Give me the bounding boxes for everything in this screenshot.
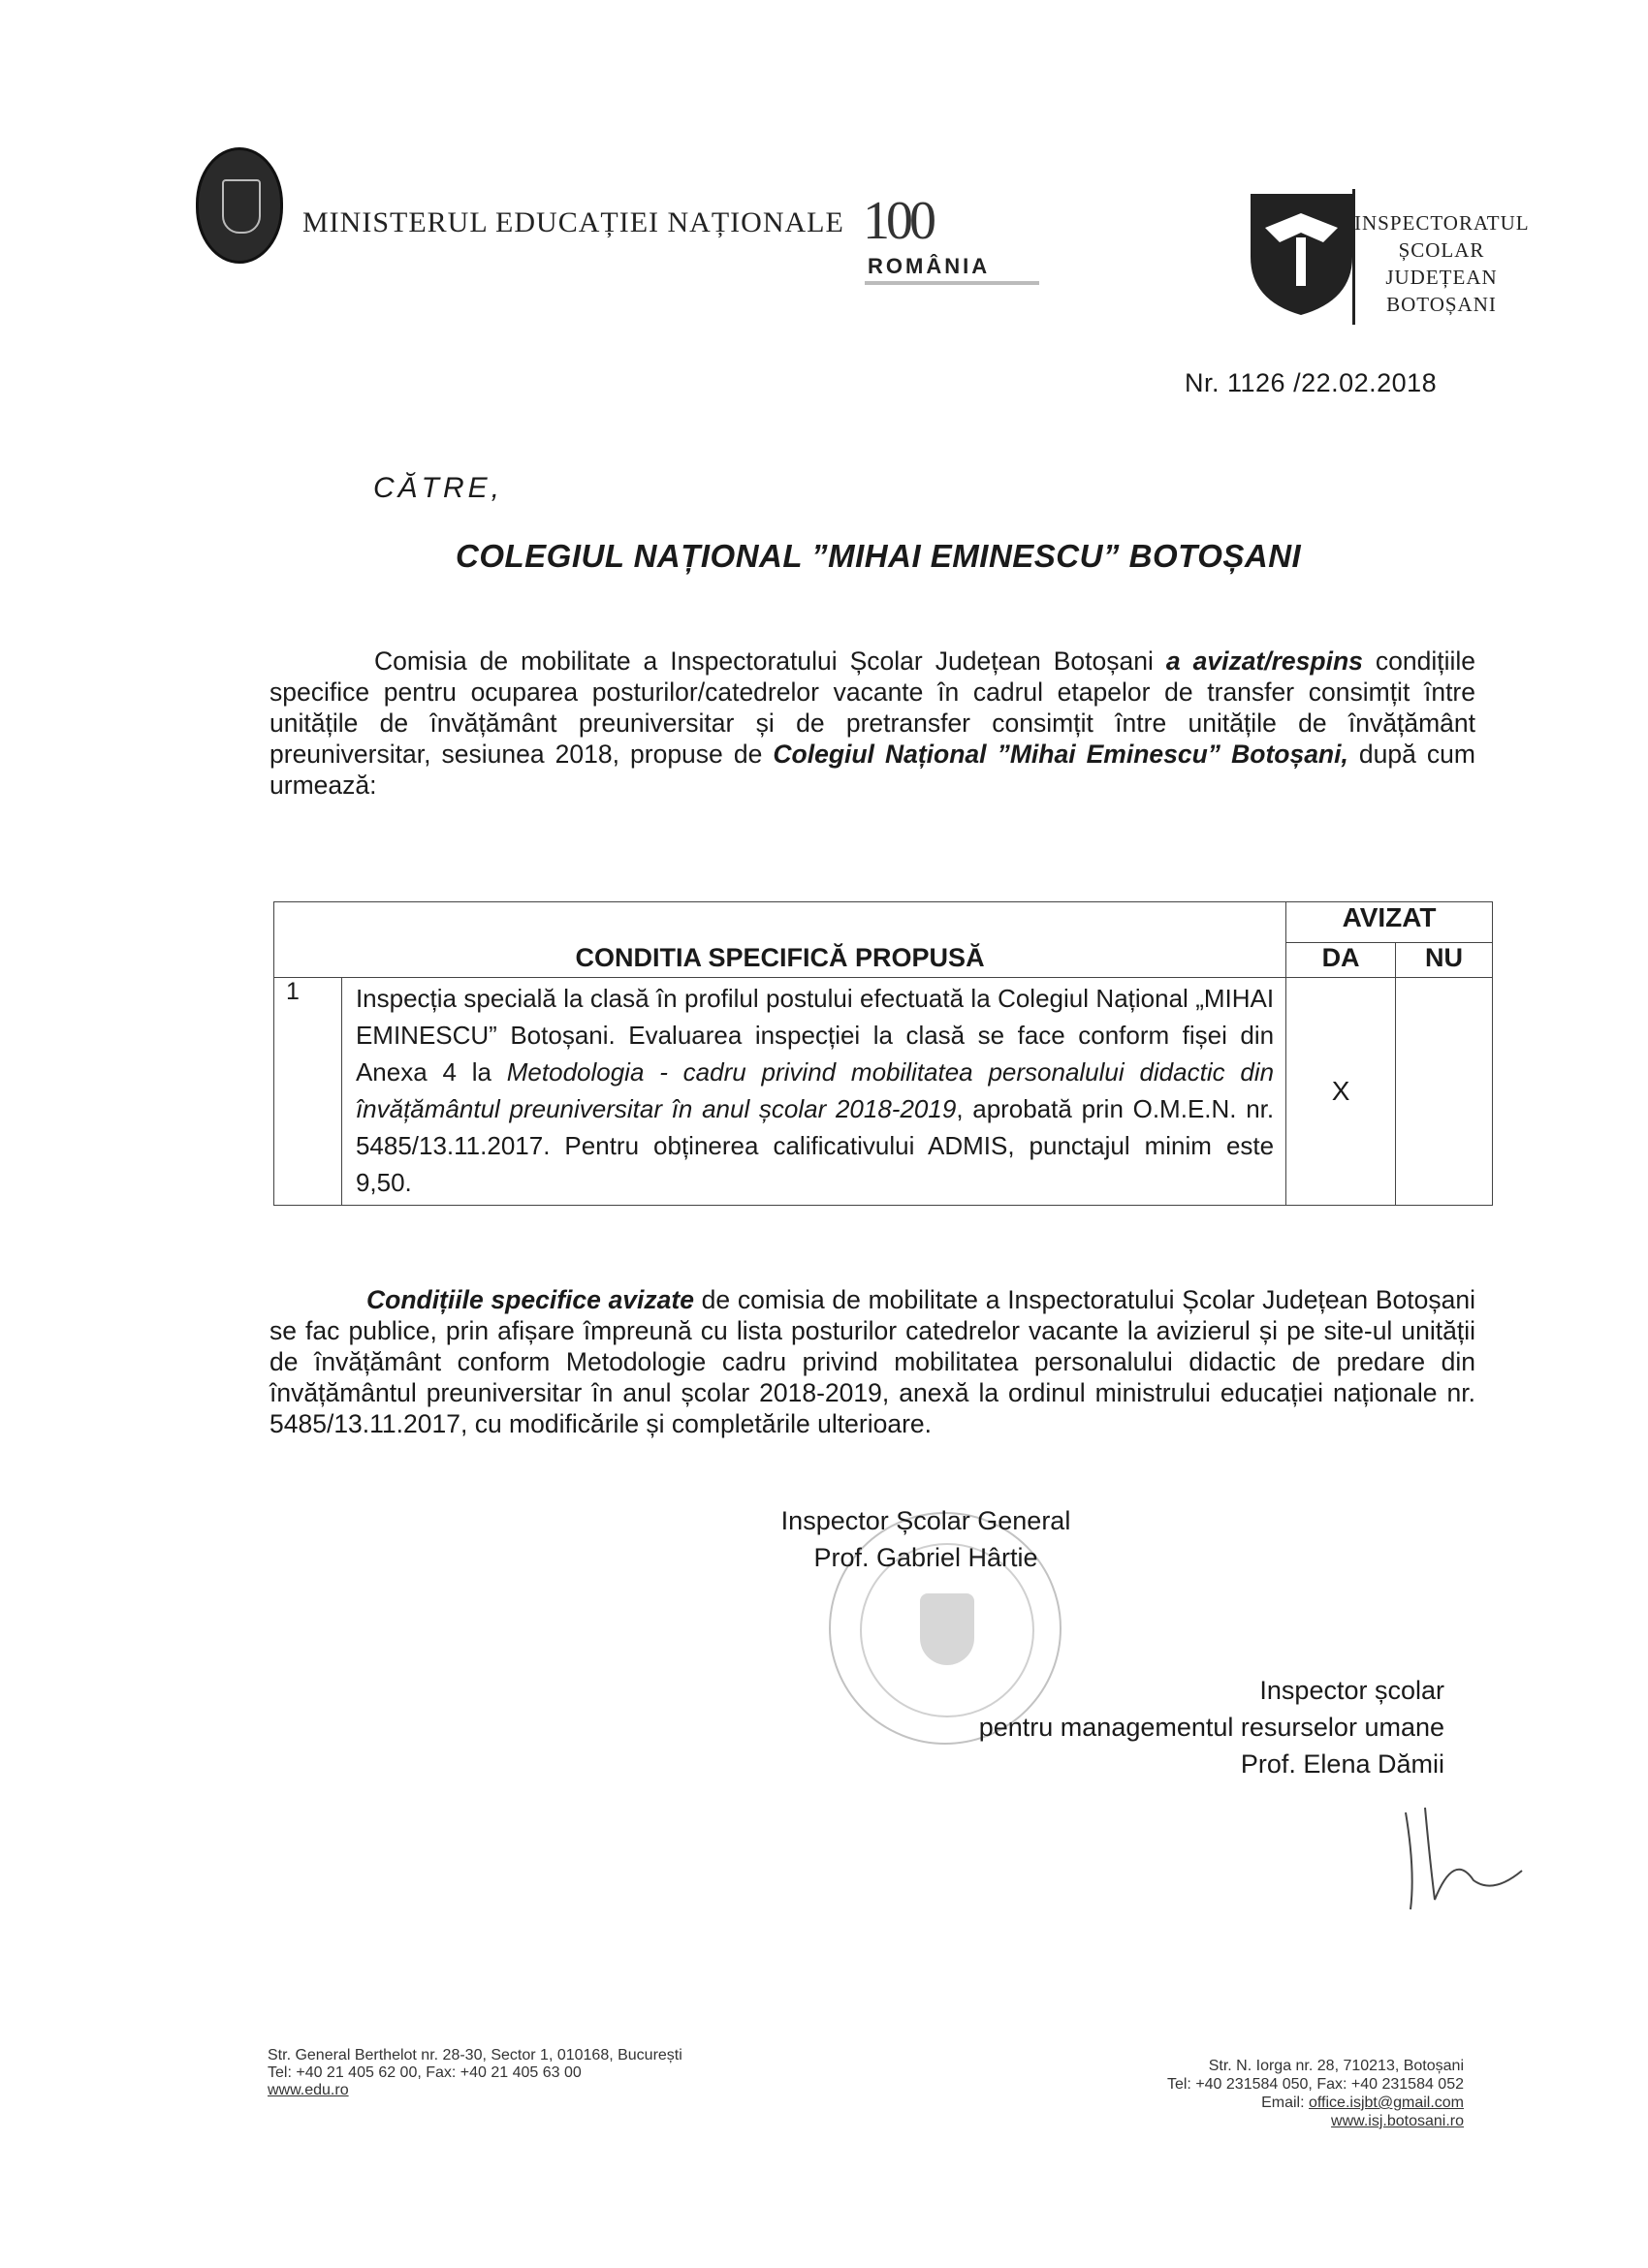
footer-right-address: Str. N. Iorga nr. 28, 710213, Botoșani xyxy=(1208,2058,1464,2074)
header-condition: CONDITIA SPECIFICĂ PROPUSĂ xyxy=(274,902,1286,978)
conditions-table xyxy=(273,901,1493,1206)
general-inspector-title: Inspector Școlar General xyxy=(780,1506,1071,1535)
inspectorate-crest-logo xyxy=(1246,189,1357,320)
centenar-word: ROMÂNIA xyxy=(868,254,991,278)
recipient-name: COLEGIUL NAȚIONAL ”MIHAI EMINESCU” BOTOȘANI xyxy=(456,538,1302,574)
general-inspector-signature xyxy=(766,1502,1086,1576)
footer-left-address: Str. General Berthelot nr. 28-30, Sector 1, 010168, București xyxy=(268,2047,682,2063)
hr-inspector-title: Inspector școlar xyxy=(1259,1676,1444,1705)
hr-inspector-role: pentru managementul resurselor umane xyxy=(978,1713,1444,1742)
hr-inspector-name: Prof. Elena Dămii xyxy=(1240,1749,1444,1779)
closing-paragraph: Condițiile specifice avizate de comisia de mobilitate a Inspectoratului Școlar Județean Botoșani se fac publice, prin afișare împreună cu lista posturilor catedrelor vacante la avizierul și pe site-ul unității de învățământ conform Metodologie cadru privind mobilitatea personalului didactic de predare din învățământul preuniversitar în anul școlar 2018-2019, anexă la ordinul ministrului educației naționale nr. 5485/13.11.2017, cu modificările și completările ulterioare. xyxy=(269,1285,1475,1438)
footer-right-phone: Tel: +40 231584 050, Fax: +40 231584 052 xyxy=(1166,2076,1464,2093)
footer-left-phone: Tel: +40 21 405 62 00, Fax: +40 21 405 63 00 xyxy=(268,2064,582,2081)
centenar-logo xyxy=(853,190,1047,287)
registration-number: Nr. 1126 /22.02.2018 xyxy=(1185,368,1438,397)
nu-mark xyxy=(1396,978,1493,1206)
header-da: DA xyxy=(1286,943,1396,978)
general-inspector-name: Prof. Gabriel Hârtie xyxy=(813,1543,1038,1572)
condition-text: Inspecția specială la clasă în profilul postului efectuată la Colegiul Național „MIHAI EMINESCU” Botoșani. Evaluarea inspecției la clasă se face conform fișei din Anexa 4 la Metodologia - cadru privind mobilitatea personalului didactic din învățământul preuniversitar în anul școlar 2018-2019, aprobată prin O.M.E.N. nr. 5485/13.11.2017. Pentru obținerea calificativului ADMIS, punctajul minim este 9,50. xyxy=(341,978,1285,1206)
table-row xyxy=(274,978,1493,1206)
footer-right-web-link[interactable]: www.isj.botosani.ro xyxy=(1331,2113,1464,2129)
header-avizat: AVIZAT xyxy=(1286,902,1493,943)
intro-paragraph: Comisia de mobilitate a Inspectoratului Școlar Județean Botoșani a avizat/respins condițiile specifice pentru ocuparea posturilor/catedrelor vacante în cadrul etapelor de transfer consimțit între unitățile de învățământ preuniversitar și de pretransfer consimțit între unitățile de învățământ preuniversitar, sesiunea 2018, propuse de Colegiul Național ”Mihai Eminescu” Botoșani, după cum urmează: xyxy=(269,646,1476,800)
ministry-name: MINISTERUL EDUCAȚIEI NAȚIONALE xyxy=(302,206,844,238)
footer-email-link[interactable]: office.isjbt@gmail.com xyxy=(1309,2095,1464,2111)
footer-inspectorate-contact: Str. N. Iorga nr. 28, 710213, Botoșani Tel: +40 231584 050, Fax: +40 231584 052 Email: office.isjbt@gmail.com www.isj.botosani.ro xyxy=(1115,2057,1464,2130)
centenar-digits: 100 xyxy=(863,191,933,251)
header-nu: NU xyxy=(1396,943,1493,978)
footer-left-web-link[interactable]: www.edu.ro xyxy=(268,2082,349,2098)
romania-coat-of-arms-logo xyxy=(196,147,283,264)
footer-ministry-contact xyxy=(268,2047,682,2099)
handwritten-signature xyxy=(1386,1793,1532,1919)
to-label: CĂTRE, xyxy=(373,472,504,504)
hr-inspector-signature xyxy=(969,1672,1444,1782)
da-mark: X xyxy=(1286,978,1396,1206)
row-number: 1 xyxy=(274,978,342,1206)
inspectorate-name: INSPECTORATUL ȘCOLAR JUDEȚEAN BOTOȘANI xyxy=(1354,211,1530,316)
